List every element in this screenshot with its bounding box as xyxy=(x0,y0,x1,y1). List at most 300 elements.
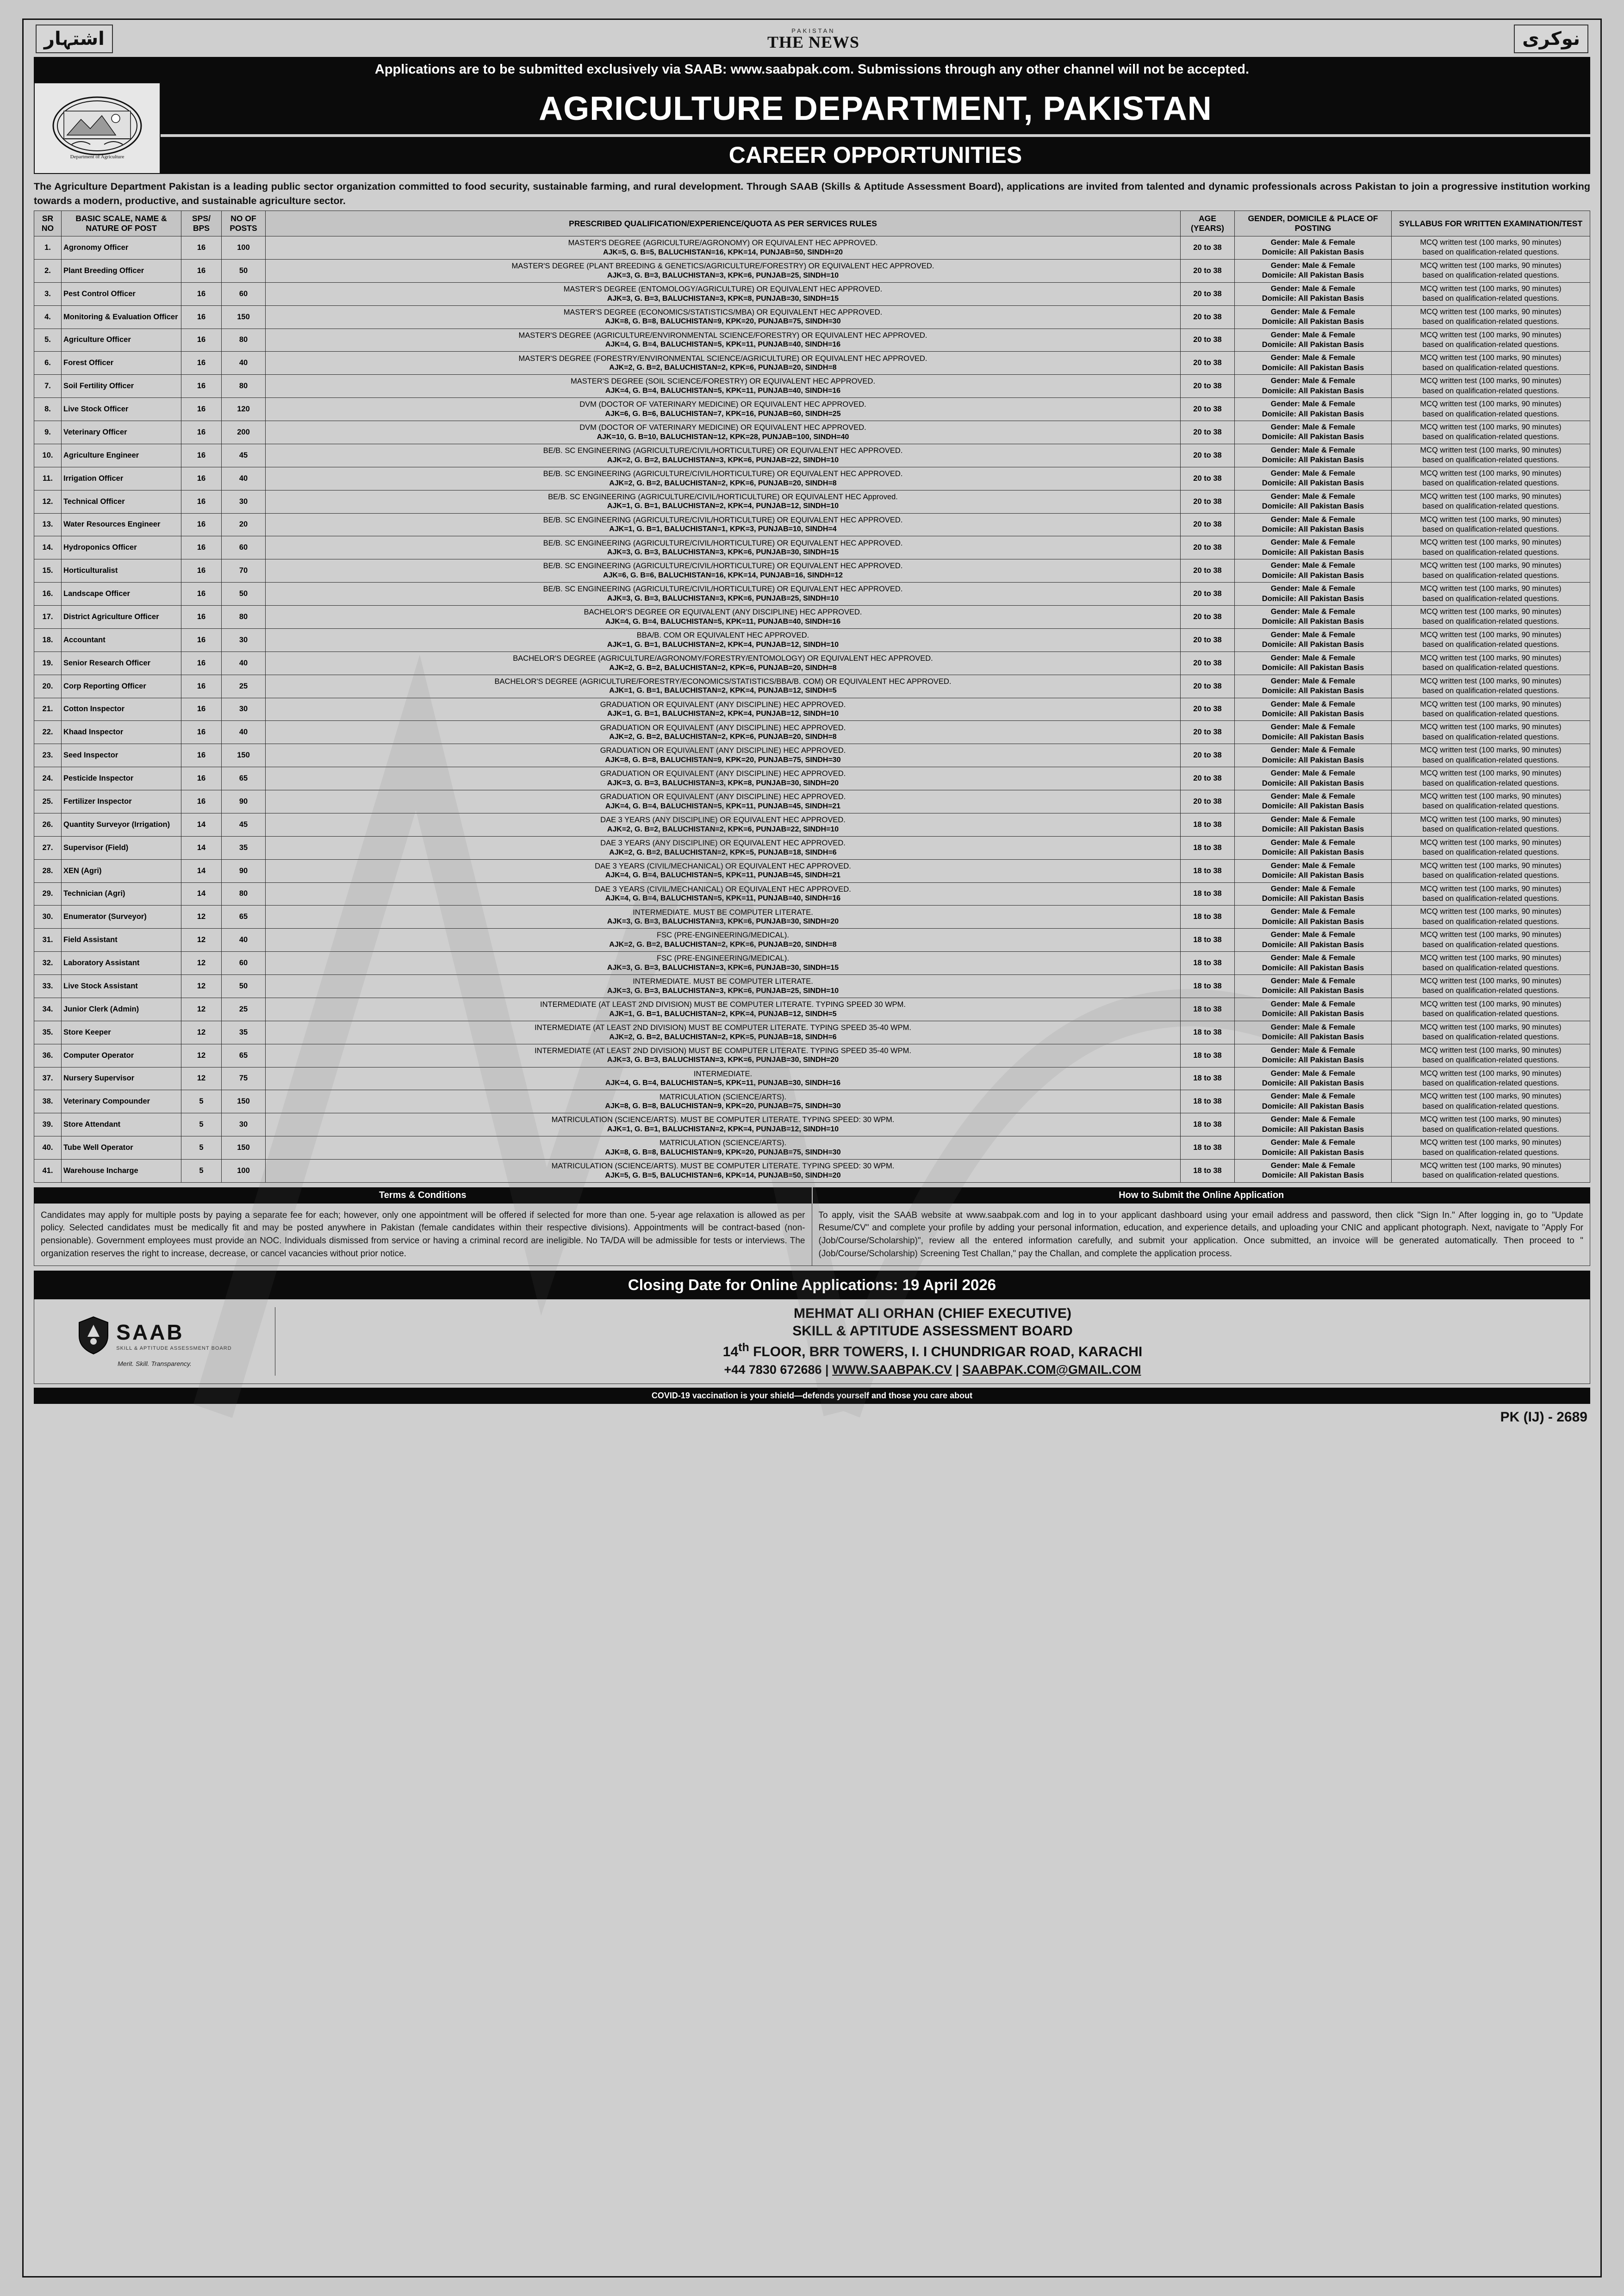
cell-qualification xyxy=(266,305,1181,329)
cell-bps: 16 xyxy=(181,444,222,467)
cell-no-of-posts: 80 xyxy=(222,882,266,906)
table-row xyxy=(34,236,1590,260)
cell-syllabus xyxy=(1392,421,1590,444)
cell-syllabus xyxy=(1392,744,1590,767)
cell-post-name: Quantity Surveyor (Irrigation) xyxy=(62,813,181,836)
cell-age: 20 to 38 xyxy=(1181,490,1235,513)
cell-sr-no: 27. xyxy=(34,836,62,859)
cell-gender-domicile xyxy=(1235,813,1392,836)
cell-sr-no: 14. xyxy=(34,536,62,559)
cell-post-name: Veterinary Officer xyxy=(62,421,181,444)
cell-gender-domicile xyxy=(1235,490,1392,513)
cell-qualification-text: MASTER'S DEGREE (ENTOMOLOGY/AGRICULTURE) OR EQUIVALENT HEC APPROVED. xyxy=(563,285,883,293)
cell-domicile-line: Domicile: All Pakistan Basis xyxy=(1262,1056,1364,1065)
cell-syllabus-line1: MCQ written test (100 marks, 90 minutes) xyxy=(1420,1046,1562,1055)
cell-qualification-text: MASTER'S DEGREE (AGRICULTURE/ENVIRONMENTAL SCIENCE/FORESTRY) OR EQUIVALENT HEC APPROVED. xyxy=(518,331,927,340)
cell-quota-text: AJK=3, G. B=3, BALUCHISTAN=3, KPK=6, PUNJAB=30, SINDH=20 xyxy=(607,918,839,926)
cell-syllabus-line2: based on qualification-related questions. xyxy=(1422,894,1559,903)
cell-sr-no: 35. xyxy=(34,1021,62,1044)
cell-domicile-line: Domicile: All Pakistan Basis xyxy=(1262,848,1364,857)
cell-post-name: Pesticide Inspector xyxy=(62,767,181,790)
cell-syllabus xyxy=(1392,1160,1590,1183)
cell-post-name: Horticulturalist xyxy=(62,559,181,583)
cell-post-name: Plant Breeding Officer xyxy=(62,259,181,282)
cell-domicile-line: Domicile: All Pakistan Basis xyxy=(1262,294,1364,303)
cell-no-of-posts: 30 xyxy=(222,490,266,513)
cell-no-of-posts: 50 xyxy=(222,975,266,998)
cell-gender-domicile xyxy=(1235,929,1392,952)
cell-qualification xyxy=(266,467,1181,490)
cell-post-name: Agriculture Officer xyxy=(62,329,181,352)
cell-syllabus-line2: based on qualification-related questions. xyxy=(1422,664,1559,672)
cell-no-of-posts: 150 xyxy=(222,1136,266,1160)
cell-gender-line: Gender: Male & Female xyxy=(1270,608,1356,616)
cell-sr-no: 2. xyxy=(34,259,62,282)
phone-number: +44 7830 672686 xyxy=(724,1363,822,1377)
cell-no-of-posts: 50 xyxy=(222,259,266,282)
cell-sr-no: 16. xyxy=(34,583,62,606)
cell-syllabus xyxy=(1392,329,1590,352)
cell-no-of-posts: 25 xyxy=(222,998,266,1021)
cell-qualification xyxy=(266,652,1181,675)
cell-syllabus-line1: MCQ written test (100 marks, 90 minutes) xyxy=(1420,330,1562,339)
cell-syllabus-line1: MCQ written test (100 marks, 90 minutes) xyxy=(1420,931,1562,939)
cell-qualification-text: MASTER'S DEGREE (FORESTRY/ENVIRONMENTAL SCIENCE/AGRICULTURE) OR EQUIVALENT HEC APPROVED. xyxy=(518,354,927,363)
cell-syllabus xyxy=(1392,721,1590,744)
cell-sr-no: 23. xyxy=(34,744,62,767)
address-floor-number: 14 xyxy=(722,1344,739,1360)
cell-syllabus xyxy=(1392,628,1590,652)
cell-gender-domicile xyxy=(1235,1067,1392,1090)
cell-domicile-line: Domicile: All Pakistan Basis xyxy=(1262,363,1364,372)
table-row xyxy=(34,975,1590,998)
cell-syllabus-line2: based on qualification-related questions. xyxy=(1422,433,1559,441)
cell-syllabus xyxy=(1392,236,1590,260)
cell-gender-domicile xyxy=(1235,675,1392,698)
cell-gender-domicile xyxy=(1235,906,1392,929)
cell-domicile-line: Domicile: All Pakistan Basis xyxy=(1262,317,1364,326)
cell-qualification xyxy=(266,975,1181,998)
cell-no-of-posts: 25 xyxy=(222,675,266,698)
cell-age: 20 to 38 xyxy=(1181,467,1235,490)
cell-syllabus-line2: based on qualification-related questions. xyxy=(1422,1171,1559,1180)
cell-qualification xyxy=(266,352,1181,375)
cell-qualification xyxy=(266,490,1181,513)
cell-qualification-text: BE/B. SC ENGINEERING (AGRICULTURE/CIVIL/HORTICULTURE) OR EQUIVALENT HEC Approved. xyxy=(548,492,898,501)
cell-syllabus-line1: MCQ written test (100 marks, 90 minutes) xyxy=(1420,1161,1562,1170)
closing-date-banner: Closing Date for Online Applications: 19 April 2026 xyxy=(34,1271,1590,1299)
cell-gender-line: Gender: Male & Female xyxy=(1270,884,1356,893)
cell-age: 20 to 38 xyxy=(1181,375,1235,398)
cell-age: 18 to 38 xyxy=(1181,975,1235,998)
table-header-row xyxy=(34,211,1590,236)
cell-domicile-line: Domicile: All Pakistan Basis xyxy=(1262,1148,1364,1157)
cell-age: 20 to 38 xyxy=(1181,352,1235,375)
cell-syllabus-line1: MCQ written test (100 marks, 90 minutes) xyxy=(1420,238,1562,247)
cell-gender-line: Gender: Male & Female xyxy=(1270,999,1356,1008)
cell-gender-line: Gender: Male & Female xyxy=(1270,700,1356,708)
cell-gender-line: Gender: Male & Female xyxy=(1270,653,1356,662)
cell-qualification xyxy=(266,744,1181,767)
cell-qualification-text: BE/B. SC ENGINEERING (AGRICULTURE/CIVIL/HORTICULTURE) OR EQUIVALENT HEC APPROVED. xyxy=(543,539,903,547)
cell-post-name: Live Stock Officer xyxy=(62,398,181,421)
footer-row xyxy=(34,1299,1590,1384)
cell-gender-line: Gender: Male & Female xyxy=(1270,1046,1356,1055)
cell-syllabus xyxy=(1392,1067,1590,1090)
cell-gender-line: Gender: Male & Female xyxy=(1270,446,1356,454)
cell-gender-line: Gender: Male & Female xyxy=(1270,261,1356,270)
cell-no-of-posts: 35 xyxy=(222,1021,266,1044)
cell-qualification-text: INTERMEDIATE. MUST BE COMPUTER LITERATE. xyxy=(633,977,813,986)
col-gender-domicile: GENDER, DOMICILE & PLACE OF POSTING xyxy=(1235,211,1392,236)
cell-qualification xyxy=(266,1090,1181,1113)
cell-quota-text: AJK=8, G. B=8, BALUCHISTAN=9, KPK=20, PUNJAB=75, SINDH=30 xyxy=(605,756,841,764)
col-qualification: PRESCRIBED QUALIFICATION/EXPERIENCE/QUOTA AS PER SERVICES RULES xyxy=(266,211,1181,236)
table-row xyxy=(34,1021,1590,1044)
cell-gender-line: Gender: Male & Female xyxy=(1270,1138,1356,1147)
cell-quota-text: AJK=4, G. B=4, BALUCHISTAN=5, KPK=11, PUNJAB=40, SINDH=16 xyxy=(605,341,841,349)
cell-qualification xyxy=(266,1113,1181,1136)
cell-no-of-posts: 90 xyxy=(222,790,266,813)
cell-quota-text: AJK=4, G. B=4, BALUCHISTAN=5, KPK=11, PUNJAB=45, SINDH=21 xyxy=(605,871,841,880)
cell-post-name: Veterinary Compounder xyxy=(62,1090,181,1113)
cell-no-of-posts: 30 xyxy=(222,628,266,652)
table-row xyxy=(34,906,1590,929)
table-row xyxy=(34,882,1590,906)
cell-sr-no: 22. xyxy=(34,721,62,744)
cell-syllabus-line2: based on qualification-related questions. xyxy=(1422,963,1559,972)
cell-qualification-text: MASTER'S DEGREE (SOIL SCIENCE/FORESTRY) OR EQUIVALENT HEC APPROVED. xyxy=(570,377,876,386)
cell-sr-no: 30. xyxy=(34,906,62,929)
cell-qualification-text: MATRICULATION (SCIENCE/ARTS). MUST BE COMPUTER LITERATE. TYPING SPEED: 30 WPM. xyxy=(551,1162,895,1171)
cell-syllabus-line2: based on qualification-related questions. xyxy=(1422,640,1559,649)
cell-no-of-posts: 200 xyxy=(222,421,266,444)
cell-quota-text: AJK=3, G. B=3, BALUCHISTAN=3, KPK=6, PUNJAB=30, SINDH=20 xyxy=(607,1056,839,1064)
cell-bps: 16 xyxy=(181,236,222,260)
table-row xyxy=(34,813,1590,836)
cell-syllabus-line2: based on qualification-related questions. xyxy=(1422,756,1559,764)
cell-post-name: Laboratory Assistant xyxy=(62,952,181,975)
cell-post-name: Agriculture Engineer xyxy=(62,444,181,467)
cell-syllabus-line2: based on qualification-related questions. xyxy=(1422,802,1559,811)
cell-bps: 12 xyxy=(181,975,222,998)
cell-domicile-line: Domicile: All Pakistan Basis xyxy=(1262,1079,1364,1087)
cell-gender-line: Gender: Male & Female xyxy=(1270,1069,1356,1078)
cell-syllabus-line2: based on qualification-related questions. xyxy=(1422,1079,1559,1087)
cell-syllabus xyxy=(1392,583,1590,606)
cell-gender-domicile xyxy=(1235,628,1392,652)
cell-post-name: Supervisor (Field) xyxy=(62,836,181,859)
cell-qualification-text: DAE 3 YEARS (ANY DISCIPLINE) OR EQUIVALENT HEC APPROVED. xyxy=(600,816,846,825)
cell-gender-domicile xyxy=(1235,1044,1392,1067)
cell-qualification-text: DAE 3 YEARS (ANY DISCIPLINE) OR EQUIVALENT HEC APPROVED. xyxy=(600,838,846,847)
cell-bps: 16 xyxy=(181,467,222,490)
cell-post-name: Corp Reporting Officer xyxy=(62,675,181,698)
cell-no-of-posts: 150 xyxy=(222,744,266,767)
cell-sr-no: 21. xyxy=(34,698,62,721)
howto-text: To apply, visit the SAAB website at www.saabpak.com and log in to your applicant dashboard using your email address and password, then click "Sign In." After logging in, go to "Update Resume/CV" and complete your profile by adding your personal information, education, and experience details, and uploading your CNIC and applicant photograph. Next, navigate to "Apply For (Job/Course/Scholarship)", review all the entered information carefully, and submit your application. Once submitted, an invoice will be generated automatically. Then proceed to "(Job/Course/Scholarship) Screening Test Challan," pay the Challan, and complete the application process. xyxy=(818,1210,1583,1259)
cell-qualification-text: DAE 3 YEARS (CIVIL/MECHANICAL) OR EQUIVALENT HEC APPROVED. xyxy=(595,885,851,894)
cell-bps: 16 xyxy=(181,305,222,329)
cell-qualification-text: GRADUATION OR EQUIVALENT (ANY DISCIPLINE) HEC APPROVED. xyxy=(600,723,846,732)
table-row xyxy=(34,1090,1590,1113)
cell-syllabus xyxy=(1392,929,1590,952)
cell-domicile-line: Domicile: All Pakistan Basis xyxy=(1262,271,1364,280)
cell-domicile-line: Domicile: All Pakistan Basis xyxy=(1262,664,1364,672)
newspaper-masthead xyxy=(767,28,859,50)
cell-gender-line: Gender: Male & Female xyxy=(1270,676,1356,685)
table-row xyxy=(34,513,1590,536)
cell-qualification xyxy=(266,721,1181,744)
cell-sr-no: 37. xyxy=(34,1067,62,1090)
cell-qualification-text: MASTER'S DEGREE (PLANT BREEDING & GENETICS/AGRICULTURE/FORESTRY) OR EQUIVALENT HEC APPROVED. xyxy=(511,262,934,271)
website-link[interactable]: WWW.SAABPAK.CV xyxy=(832,1363,952,1377)
cell-qualification xyxy=(266,375,1181,398)
saab-logo-sub: SKILL & APTITUDE ASSESSMENT BOARD xyxy=(116,1346,232,1352)
cell-bps: 16 xyxy=(181,559,222,583)
cell-post-name: Fertilizer Inspector xyxy=(62,790,181,813)
cell-syllabus xyxy=(1392,467,1590,490)
cell-sr-no: 4. xyxy=(34,305,62,329)
cell-quota-text: AJK=8, G. B=8, BALUCHISTAN=9, KPK=20, PUNJAB=75, SINDH=30 xyxy=(605,1148,841,1156)
cell-qualification xyxy=(266,559,1181,583)
table-row xyxy=(34,559,1590,583)
cell-domicile-line: Domicile: All Pakistan Basis xyxy=(1262,571,1364,580)
cell-gender-line: Gender: Male & Female xyxy=(1270,515,1356,524)
cell-syllabus-line1: MCQ written test (100 marks, 90 minutes) xyxy=(1420,884,1562,893)
cell-gender-domicile xyxy=(1235,1021,1392,1044)
cell-quota-text: AJK=8, G. B=8, BALUCHISTAN=9, KPK=20, PUNJAB=75, SINDH=30 xyxy=(605,317,841,326)
cell-age: 18 to 38 xyxy=(1181,1136,1235,1160)
cell-qualification-text: GRADUATION OR EQUIVALENT (ANY DISCIPLINE) HEC APPROVED. xyxy=(600,769,846,778)
cell-bps: 16 xyxy=(181,767,222,790)
cell-syllabus-line2: based on qualification-related questions. xyxy=(1422,525,1559,534)
cell-syllabus-line2: based on qualification-related questions. xyxy=(1422,594,1559,603)
cell-age: 20 to 38 xyxy=(1181,652,1235,675)
cell-quota-text: AJK=6, G. B=6, BALUCHISTAN=16, KPK=14, PUNJAB=16, SINDH=12 xyxy=(603,571,843,580)
cell-qualification xyxy=(266,259,1181,282)
cell-qualification-text: INTERMEDIATE. MUST BE COMPUTER LITERATE. xyxy=(633,908,813,917)
cell-syllabus-line1: MCQ written test (100 marks, 90 minutes) xyxy=(1420,723,1562,732)
cell-qualification xyxy=(266,1067,1181,1090)
cell-no-of-posts: 40 xyxy=(222,652,266,675)
cell-syllabus-line2: based on qualification-related questions. xyxy=(1422,709,1559,718)
cell-post-name: Senior Research Officer xyxy=(62,652,181,675)
cell-gender-line: Gender: Male & Female xyxy=(1270,723,1356,732)
cell-quota-text: AJK=3, G. B=3, BALUCHISTAN=3, KPK=6, PUNJAB=30, SINDH=15 xyxy=(607,548,839,557)
cell-syllabus-line2: based on qualification-related questions. xyxy=(1422,479,1559,488)
cell-syllabus-line1: MCQ written test (100 marks, 90 minutes) xyxy=(1420,1069,1562,1078)
board-name: SKILL & APTITUDE ASSESSMENT BOARD xyxy=(792,1323,1073,1339)
cell-gender-line: Gender: Male & Female xyxy=(1270,492,1356,501)
cell-bps: 16 xyxy=(181,790,222,813)
table-row xyxy=(34,1113,1590,1136)
cell-syllabus xyxy=(1392,259,1590,282)
cell-syllabus-line1: MCQ written test (100 marks, 90 minutes) xyxy=(1420,400,1562,409)
cell-domicile-line: Domicile: All Pakistan Basis xyxy=(1262,732,1364,741)
cell-domicile-line: Domicile: All Pakistan Basis xyxy=(1262,1102,1364,1111)
cell-gender-domicile xyxy=(1235,329,1392,352)
cell-qualification-text: DVM (DOCTOR OF VATERINARY MEDICINE) OR EQUIVALENT HEC APPROVED. xyxy=(579,423,866,432)
cell-age: 18 to 38 xyxy=(1181,1113,1235,1136)
cell-syllabus-line1: MCQ written test (100 marks, 90 minutes) xyxy=(1420,792,1562,801)
chief-executive-name: MEHMAT ALI ORHAN (CHIEF EXECUTIVE) xyxy=(794,1306,1071,1322)
cell-gender-line: Gender: Male & Female xyxy=(1270,561,1356,570)
cell-gender-line: Gender: Male & Female xyxy=(1270,330,1356,339)
cell-syllabus-line2: based on qualification-related questions. xyxy=(1422,317,1559,326)
saab-logo-name: SAAB xyxy=(116,1320,184,1345)
cell-qualification-text: BE/B. SC ENGINEERING (AGRICULTURE/CIVIL/HORTICULTURE) OR EQUIVALENT HEC APPROVED. xyxy=(543,447,903,455)
cell-quota-text: AJK=3, G. B=3, BALUCHISTAN=3, KPK=8, PUNJAB=30, SINDH=20 xyxy=(607,779,839,787)
cell-bps: 16 xyxy=(181,675,222,698)
cell-bps: 12 xyxy=(181,952,222,975)
cell-syllabus-line1: MCQ written test (100 marks, 90 minutes) xyxy=(1420,423,1562,432)
cell-gender-line: Gender: Male & Female xyxy=(1270,284,1356,293)
cell-syllabus xyxy=(1392,536,1590,559)
cell-syllabus-line2: based on qualification-related questions. xyxy=(1422,1125,1559,1134)
cell-syllabus xyxy=(1392,698,1590,721)
cell-gender-line: Gender: Male & Female xyxy=(1270,307,1356,316)
table-row xyxy=(34,744,1590,767)
cell-qualification xyxy=(266,836,1181,859)
cell-sr-no: 7. xyxy=(34,375,62,398)
cell-qualification xyxy=(266,282,1181,305)
cell-syllabus xyxy=(1392,813,1590,836)
cell-syllabus xyxy=(1392,790,1590,813)
cell-age: 20 to 38 xyxy=(1181,790,1235,813)
cell-qualification xyxy=(266,929,1181,952)
cell-post-name: Technical Officer xyxy=(62,490,181,513)
cell-qualification xyxy=(266,536,1181,559)
cell-bps: 16 xyxy=(181,329,222,352)
cell-gender-line: Gender: Male & Female xyxy=(1270,907,1356,916)
table-row xyxy=(34,583,1590,606)
cell-qualification-text: INTERMEDIATE (AT LEAST 2ND DIVISION) MUST BE COMPUTER LITERATE. TYPING SPEED 35-40 WPM. xyxy=(535,1046,911,1055)
cell-sr-no: 8. xyxy=(34,398,62,421)
cell-domicile-line: Domicile: All Pakistan Basis xyxy=(1262,433,1364,441)
cell-syllabus-line1: MCQ written test (100 marks, 90 minutes) xyxy=(1420,954,1562,962)
cell-domicile-line: Domicile: All Pakistan Basis xyxy=(1262,617,1364,626)
cell-syllabus-line1: MCQ written test (100 marks, 90 minutes) xyxy=(1420,907,1562,916)
cell-sr-no: 41. xyxy=(34,1160,62,1183)
table-row xyxy=(34,836,1590,859)
email-link[interactable]: SAABPAK.COM@GMAIL.COM xyxy=(962,1363,1141,1377)
cell-gender-domicile xyxy=(1235,375,1392,398)
cell-syllabus-line2: based on qualification-related questions. xyxy=(1422,917,1559,926)
intro-paragraph: The Agriculture Department Pakistan is a leading public sector organization committed to food security, sustainable farming, and rural development. Through SAAB (Skills & Aptitude Assessment Board), applications are invited from talented and dynamic professionals across Pakistan to join a progressive institution working towards a modern, productive, and sustainable agriculture sector. xyxy=(34,181,1590,206)
cell-bps: 16 xyxy=(181,282,222,305)
cell-post-name: District Agriculture Officer xyxy=(62,606,181,629)
cell-syllabus-line1: MCQ written test (100 marks, 90 minutes) xyxy=(1420,861,1562,870)
cell-no-of-posts: 60 xyxy=(222,952,266,975)
table-row xyxy=(34,698,1590,721)
cell-syllabus-line2: based on qualification-related questions. xyxy=(1422,502,1559,511)
cell-sr-no: 38. xyxy=(34,1090,62,1113)
table-row xyxy=(34,282,1590,305)
cell-bps: 16 xyxy=(181,398,222,421)
cell-age: 18 to 38 xyxy=(1181,813,1235,836)
cell-quota-text: AJK=3, G. B=3, BALUCHISTAN=3, KPK=6, PUNJAB=25, SINDH=10 xyxy=(607,594,839,602)
contact-separator-2: | xyxy=(955,1363,963,1377)
cell-no-of-posts: 80 xyxy=(222,606,266,629)
cell-bps: 16 xyxy=(181,536,222,559)
cell-syllabus xyxy=(1392,1113,1590,1136)
cell-bps: 12 xyxy=(181,906,222,929)
cell-gender-domicile xyxy=(1235,352,1392,375)
sections-body-row xyxy=(34,1204,1590,1266)
cell-syllabus-line2: based on qualification-related questions. xyxy=(1422,456,1559,465)
cell-syllabus xyxy=(1392,998,1590,1021)
cell-syllabus-line2: based on qualification-related questions. xyxy=(1422,732,1559,741)
cell-sr-no: 36. xyxy=(34,1044,62,1067)
cell-quota-text: AJK=2, G. B=2, BALUCHISTAN=2, KPK=6, PUNJAB=20, SINDH=8 xyxy=(609,941,837,949)
cell-quota-text: AJK=1, G. B=1, BALUCHISTAN=2, KPK=4, PUNJAB=12, SINDH=5 xyxy=(609,687,837,695)
cell-syllabus-line2: based on qualification-related questions. xyxy=(1422,940,1559,949)
cell-domicile-line: Domicile: All Pakistan Basis xyxy=(1262,1171,1364,1180)
cell-sr-no: 29. xyxy=(34,882,62,906)
cell-no-of-posts: 70 xyxy=(222,559,266,583)
cell-quota-text: AJK=4, G. B=4, BALUCHISTAN=5, KPK=11, PUNJAB=40, SINDH=16 xyxy=(605,617,841,626)
cell-no-of-posts: 40 xyxy=(222,929,266,952)
cell-bps: 12 xyxy=(181,929,222,952)
cell-no-of-posts: 40 xyxy=(222,467,266,490)
cell-age: 20 to 38 xyxy=(1181,628,1235,652)
cell-sr-no: 18. xyxy=(34,628,62,652)
cell-syllabus-line1: MCQ written test (100 marks, 90 minutes) xyxy=(1420,977,1562,986)
cell-age: 18 to 38 xyxy=(1181,1044,1235,1067)
cell-domicile-line: Domicile: All Pakistan Basis xyxy=(1262,1125,1364,1134)
cell-age: 18 to 38 xyxy=(1181,929,1235,952)
cell-no-of-posts: 65 xyxy=(222,767,266,790)
cell-no-of-posts: 40 xyxy=(222,352,266,375)
cell-domicile-line: Domicile: All Pakistan Basis xyxy=(1262,1033,1364,1042)
cell-age: 20 to 38 xyxy=(1181,675,1235,698)
cell-qualification-text: BE/B. SC ENGINEERING (AGRICULTURE/CIVIL/HORTICULTURE) OR EQUIVALENT HEC APPROVED. xyxy=(543,585,903,594)
cell-age: 18 to 38 xyxy=(1181,998,1235,1021)
contact-block xyxy=(275,1299,1590,1384)
cell-post-name: Agronomy Officer xyxy=(62,236,181,260)
cell-syllabus-line1: MCQ written test (100 marks, 90 minutes) xyxy=(1420,838,1562,847)
cell-syllabus-line1: MCQ written test (100 marks, 90 minutes) xyxy=(1420,492,1562,501)
table-row xyxy=(34,467,1590,490)
cell-gender-line: Gender: Male & Female xyxy=(1270,861,1356,870)
cell-quota-text: AJK=3, G. B=3, BALUCHISTAN=3, KPK=6, PUNJAB=25, SINDH=10 xyxy=(607,987,839,995)
cell-quota-text: AJK=1, G. B=1, BALUCHISTAN=2, KPK=4, PUNJAB=12, SINDH=10 xyxy=(607,640,839,649)
cell-bps: 12 xyxy=(181,998,222,1021)
cell-age: 20 to 38 xyxy=(1181,606,1235,629)
saab-logo-box xyxy=(34,1307,275,1376)
page-subtitle: CAREER OPPORTUNITIES xyxy=(161,137,1590,174)
table-row xyxy=(34,1067,1590,1090)
cell-gender-line: Gender: Male & Female xyxy=(1270,584,1356,593)
cell-qualification xyxy=(266,1136,1181,1160)
cell-syllabus-line2: based on qualification-related questions. xyxy=(1422,1148,1559,1157)
cell-bps: 16 xyxy=(181,259,222,282)
cell-age: 20 to 38 xyxy=(1181,305,1235,329)
cell-post-name: Hydroponics Officer xyxy=(62,536,181,559)
cell-no-of-posts: 100 xyxy=(222,1160,266,1183)
cell-syllabus-line1: MCQ written test (100 marks, 90 minutes) xyxy=(1420,608,1562,616)
cell-gender-domicile xyxy=(1235,467,1392,490)
cell-gender-line: Gender: Male & Female xyxy=(1270,400,1356,409)
cell-syllabus xyxy=(1392,282,1590,305)
cell-quota-text: AJK=4, G. B=4, BALUCHISTAN=5, KPK=11, PUNJAB=45, SINDH=21 xyxy=(605,802,841,810)
cell-gender-line: Gender: Male & Female xyxy=(1270,1092,1356,1101)
title-row xyxy=(34,82,1590,174)
cell-domicile-line: Domicile: All Pakistan Basis xyxy=(1262,248,1364,257)
cell-post-name: Soil Fertility Officer xyxy=(62,375,181,398)
cell-syllabus-line1: MCQ written test (100 marks, 90 minutes) xyxy=(1420,630,1562,639)
